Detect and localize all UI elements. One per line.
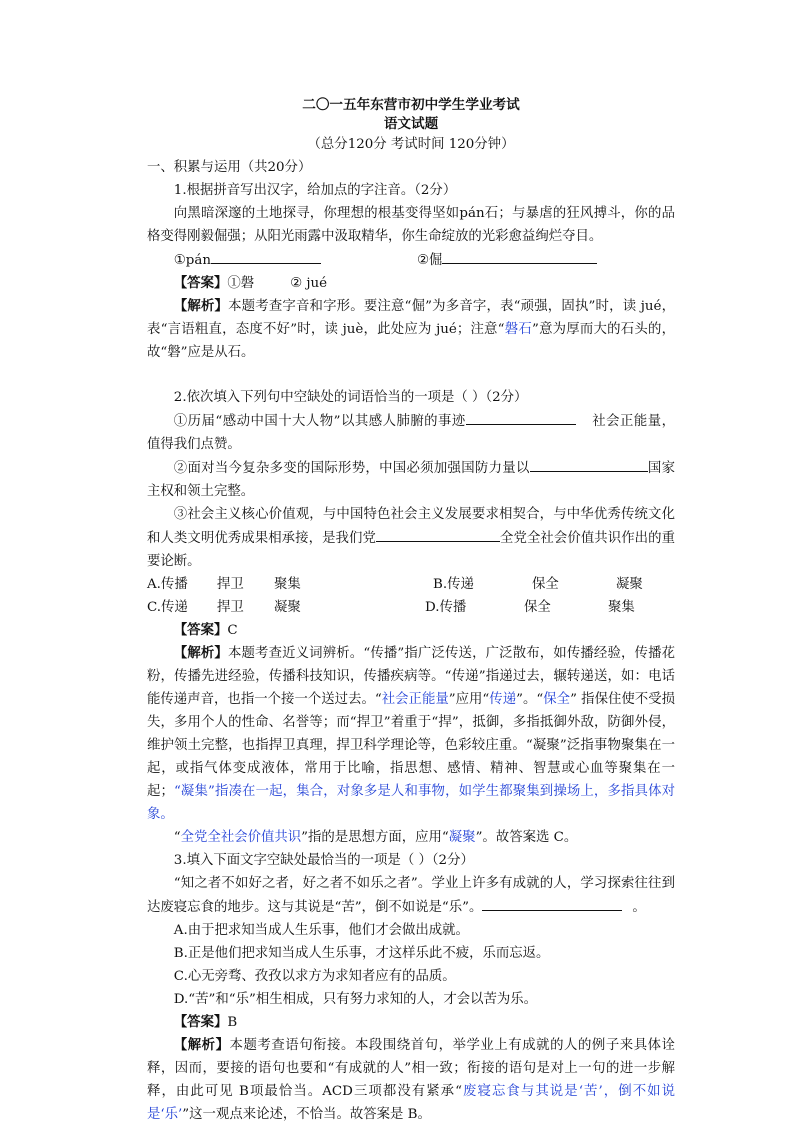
q3-analysis-label: 【解析】	[173, 1037, 230, 1053]
q2-analysis-text-7: ”。故答案选 C。	[475, 830, 578, 845]
q1-analysis-text-2: ”意为厚而大的石头的，故“磐”应是从石。	[147, 322, 676, 360]
q2-sentence-2	[147, 456, 675, 503]
q2-sentence-1	[147, 409, 675, 456]
spacer	[147, 364, 675, 386]
q2-analysis-highlight-3: 保全	[543, 692, 571, 707]
q1-analysis-label: 【解析】	[173, 298, 229, 314]
q2-s2-text-b: 国家主权和领土完整。	[147, 461, 676, 499]
q2-answer-value: C	[227, 623, 238, 638]
q2-opt-d-word-3: 聚集	[608, 600, 635, 615]
q2-analysis-highlight-6: 凝聚	[448, 830, 476, 845]
q1-analysis	[147, 295, 675, 364]
q1-passage: 向黑暗深邃的土地探寻，你理想的根基变得坚如pán石；与暴虐的狂风搏斗，你的品格变得刚毅倔强；从阳光雨露中汲取精华，你生命绽放的光彩愈益绚烂夺目。	[147, 206, 675, 244]
q2-opt-d-word-1: D.传播	[425, 600, 467, 615]
q2-option-b[interactable]	[433, 573, 643, 596]
q2-analysis-text-5: “	[173, 830, 181, 845]
q1-answer-b: ② jué	[290, 276, 328, 291]
q2-analysis-text-4: ” 指保住使不受损失，多用个人的性命、名誉等；而“捍卫”着重于“捍”，抵御，多指抵御外敌，防御外侵，维护领土完整，也指捍卫真理，捍卫科学理论等，色彩较庄重。“凝聚”泛指事物聚集在一起，或指气体变成液体，常用于比喻，指思想、感情、精神、智慧或心血等聚集在一起；	[147, 692, 675, 799]
q3-option-a[interactable]: A.由于把求知当成人生乐事，他们才会做出成就。	[173, 923, 469, 938]
q3-analysis	[147, 1034, 675, 1126]
q2-analysis-text-2: ”应用“	[448, 692, 490, 707]
q3-blank[interactable]	[482, 895, 622, 911]
q2-opt-b-word-2: 保全	[532, 577, 559, 592]
q2-options-row-2	[147, 596, 675, 619]
q3-analysis-highlight-1: 废寝忘食与其说是‘苦’，倒不如说是‘乐’	[147, 1084, 675, 1122]
section-heading: 一、积累与运用（共20分）	[147, 160, 312, 175]
q2-analysis-highlight-4: “凝集”指凑在一起，集合，对象多是人和事物，如学生都聚集到操场上，多指具体对象。	[147, 784, 675, 822]
q2-option-a[interactable]	[147, 573, 433, 596]
q2-opt-a-word-3: 聚集	[274, 577, 301, 592]
q2-analysis-highlight-5: 全党全社会价值共识	[180, 830, 302, 845]
q2-blank-3[interactable]	[376, 526, 500, 542]
q2-opt-b-word-1: B.传递	[433, 577, 474, 592]
exam-subtitle: 语文试题	[383, 116, 439, 132]
q3-answer-value: B	[227, 1015, 238, 1030]
q3-passage-text: “知之者不如好之者，好之者不如乐之者”。学业上许多有成就的人，学习探索往往到达废寝忘食的地步。这与其说是“苦”，倒不如说是“乐”。	[147, 876, 675, 915]
q2-blank-2[interactable]	[530, 456, 648, 472]
q2-s3-text-a: ③社会主义核心价值观，与中国特色社会主义发展要求相契合，与中华优秀传统文化和人类文明优秀成果相承接，是我们党	[147, 507, 675, 546]
q2-option-d[interactable]	[425, 596, 635, 619]
q1-blank2[interactable]	[442, 248, 597, 264]
q2-options-row-1	[147, 573, 675, 596]
q2-option-c[interactable]	[147, 596, 425, 619]
q2-stem: 2.依次填入下列句中空缺处的词语恰当的一项是（ ）（2分）	[173, 390, 528, 405]
q2-opt-b-word-3: 凝聚	[616, 577, 643, 592]
q2-sentence-3	[147, 503, 675, 573]
exam-title: 二〇一五年东营市初中学生学业考试	[302, 97, 520, 113]
q2-analysis-highlight-1: 社会正能量	[381, 692, 449, 707]
q2-opt-a-word-1: A.传播	[147, 577, 188, 592]
q2-s1-text-b: 社会正能量，值得我们点赞。	[147, 414, 675, 452]
q2-answer-label: 【答案】	[173, 622, 228, 638]
q2-analysis-text-6: ”指的是思想方面，应用“	[301, 830, 449, 845]
q2-opt-c-word-1: C.传递	[147, 600, 188, 615]
q1-blank1-label: ①pán	[173, 253, 211, 268]
q1-blanks	[147, 248, 675, 272]
q2-opt-a-word-2: 捍卫	[217, 577, 244, 592]
q2-answer	[147, 619, 675, 642]
q3-passage-end: 。	[632, 900, 646, 915]
q2-s1-text-a: ①历届“感动中国十大人物”以其感人肺腑的事迹	[173, 414, 466, 429]
q2-analysis-highlight-2: 传递	[489, 692, 517, 707]
q2-analysis-label: 【解析】	[173, 645, 228, 661]
q1-analysis-text-1: 本题考查字音和字形。要注意“倔”为多音字，表“顽强，固执”时，读 jué，表“言语粗直，态度不好”时，读 juè，此处应为 jué；注意“	[147, 299, 675, 337]
q2-s3-text-b: 全党全社会价值共识作出的重要论断。	[147, 531, 676, 569]
q2-opt-c-word-2: 捍卫	[217, 600, 244, 615]
exam-meta: （总分120分 考试时间 120分钟）	[307, 137, 515, 152]
q2-blank-1[interactable]	[466, 409, 576, 425]
q2-analysis	[147, 642, 675, 826]
q3-option-d[interactable]: D.“苦”和“乐”相生相成，只有努力求知的人，才会以苦为乐。	[173, 992, 538, 1007]
q3-option-b[interactable]: B.正是他们把求知当成人生乐事，才这样乐此不疲，乐而忘返。	[173, 946, 550, 961]
document-body	[147, 96, 675, 1126]
q1-blank1[interactable]	[211, 248, 321, 264]
q3-answer	[147, 1011, 675, 1034]
q2-analysis-cont	[147, 826, 675, 849]
q1-blank2-label: ②倔	[416, 253, 443, 268]
q3-option-c[interactable]: C.心无旁骛、孜孜以求方为求知者应有的品质。	[173, 969, 456, 984]
q1-analysis-highlight: 磐石	[504, 322, 532, 337]
q1-answer-a: ①磐	[227, 276, 255, 291]
q3-stem: 3.填入下面文字空缺处最恰当的一项是（ ）（2分）	[173, 853, 474, 868]
q2-analysis-text-3: ”。“	[516, 692, 544, 707]
q3-passage	[147, 872, 675, 919]
q3-analysis-text-1: 本题考查语句衔接。本段围绕首句，举学业上有成就的人的例子来具体诠释，因而，要接的语句也要和“有成就的人”相一致；衔接的语句是对上一句的进一步解释，由此可见 B项最恰当。ACD三项都没有紧承“	[147, 1038, 675, 1099]
q2-opt-c-word-3: 凝聚	[274, 600, 301, 615]
q2-opt-d-word-2: 保全	[524, 600, 551, 615]
q1-answer	[147, 272, 675, 295]
q1-stem: 1.根据拼音写出汉字，给加点的字注音。（2分）	[173, 183, 457, 198]
q2-analysis-text-1: 本题考查近义词辨析。“传播”指广泛传送，广泛散布，如传播经验，传播花粉，传播先进经验，传播科技知识，传播疾病等。“传递”指递过去，辗转递送，如：电话能传递声音，也指一个接一个送过去。“	[147, 646, 675, 707]
q1-answer-label: 【答案】	[173, 275, 228, 291]
q3-answer-label: 【答案】	[173, 1014, 228, 1030]
q3-analysis-text-2: ”这一观点来论述，不恰当。故答案是 B。	[182, 1107, 431, 1122]
q2-s2-text-a: ②面对当今复杂多变的国际形势，中国必须加强国防力量以	[173, 461, 530, 476]
